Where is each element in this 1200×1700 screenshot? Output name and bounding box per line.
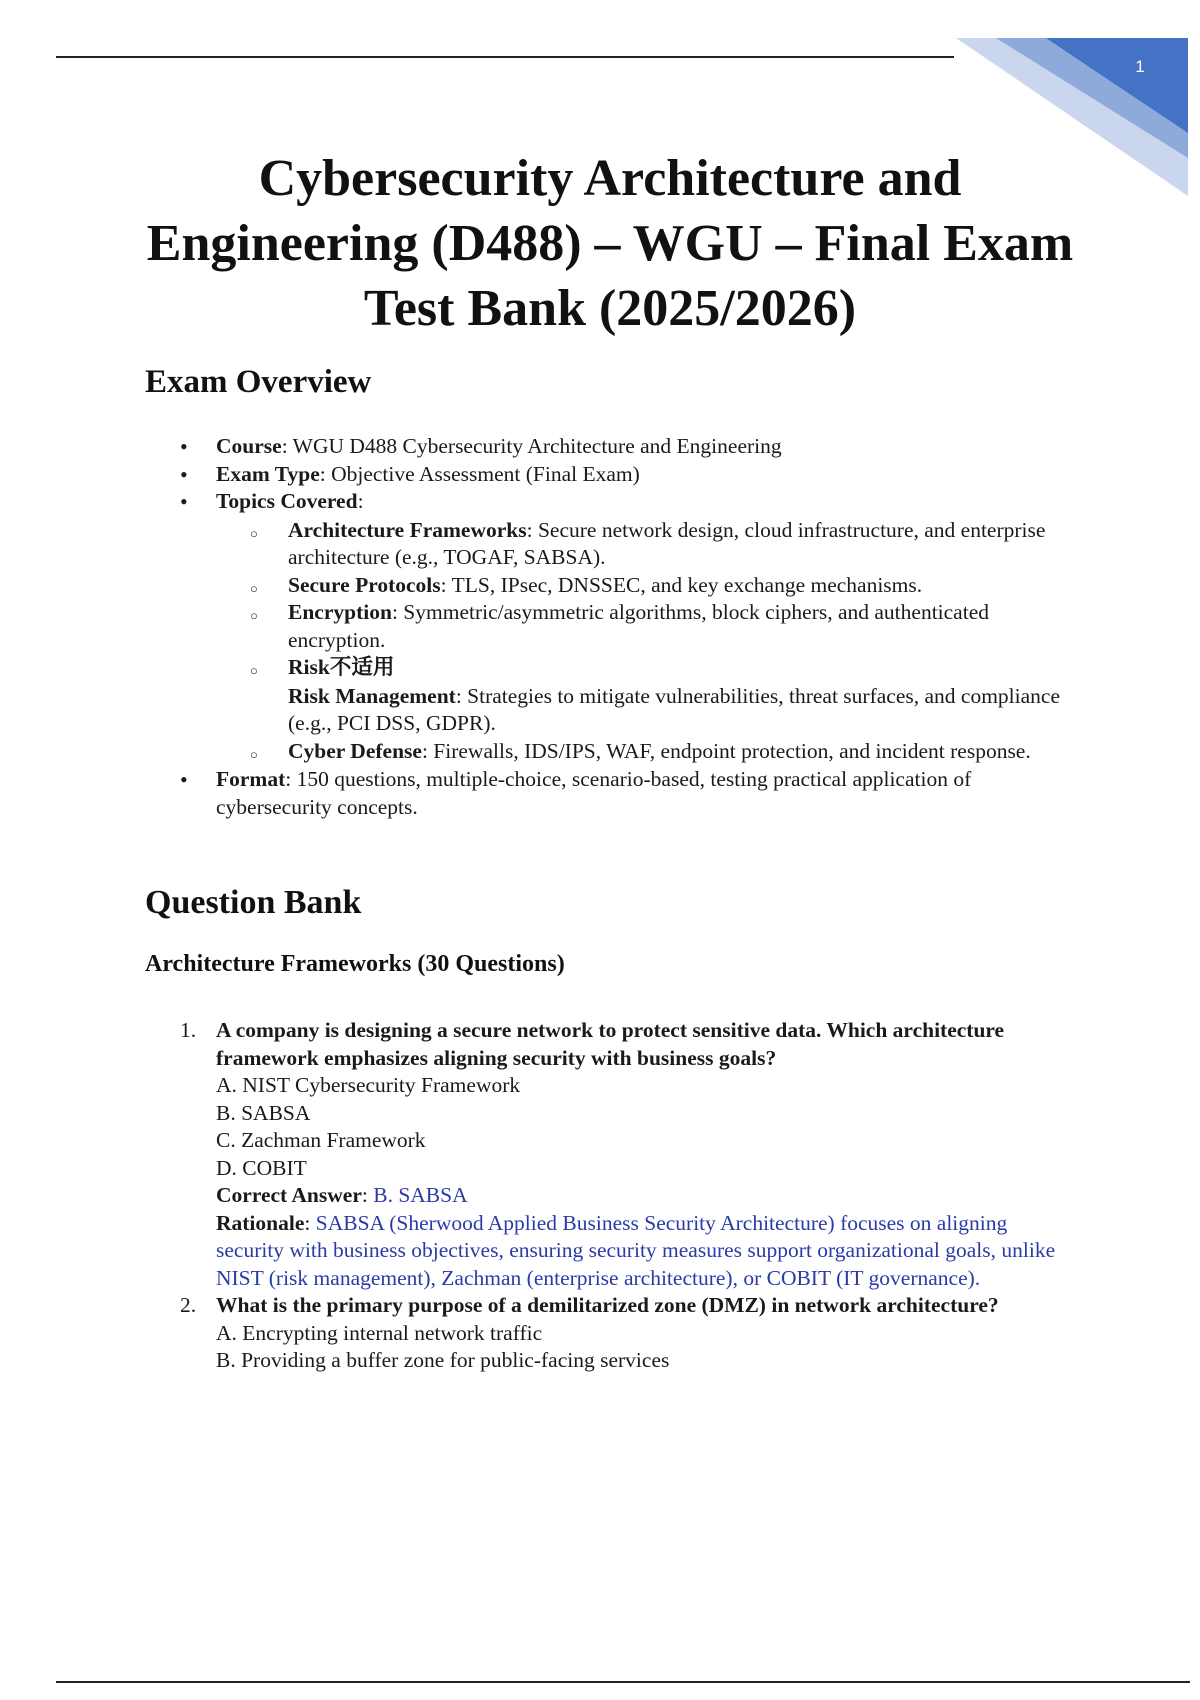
exam-overview-heading: Exam Overview: [145, 364, 372, 400]
section-heading: Architecture Frameworks (30 Questions): [145, 951, 565, 977]
answer-option: A. NIST Cybersecurity Framework: [216, 1073, 521, 1097]
question-list: [180, 1017, 1080, 1375]
question-bank-heading: Question Bank: [145, 884, 362, 921]
answer-option: B. Providing a buffer zone for public-facing services: [216, 1348, 670, 1372]
page-number: 1: [1135, 57, 1145, 76]
correct-answer: Correct Answer: B. SABSA: [216, 1183, 468, 1207]
answer-option: C. Zachman Framework: [216, 1128, 426, 1152]
overview-topics: • Topics Covered: ○ Architecture Frameworks: Secure network design, cloud infrastructure, and enterprise architecture (e.g., TOGAF, SABSA). ○ Secure Protocols: TLS, IPsec, DNSSEC, and key exchange mechanisms. ○ Encryption: Symmetric/asymmetric algorithms, block ciphers, and authenticated encryption. ○ Risk不适用 Risk Management: Strategies to mitigate vulnerabilities, threat surfaces, and compliance (e.g., PCI DSS, GDPR). ○ Cyber Defense: Firewalls, IDS/IPS, WAF, endpoint protection, and incident response.: [180, 488, 1080, 765]
topics-list: [216, 517, 1080, 766]
circle-bullet-icon: ○: [250, 608, 258, 623]
answer-option: A. Encrypting internal network traffic: [216, 1320, 543, 1345]
answer-option: B. SABSA: [216, 1100, 311, 1125]
topic-item: ○ Risk不适用 Risk Management: Strategies to mitigate vulnerabilities, threat surfaces, and compliance (e.g., PCI DSS, GDPR).: [250, 655, 1060, 735]
overview-course: • Course: WGU D488 Cybersecurity Architecture and Engineering: [180, 433, 1080, 461]
circle-bullet-icon: ○: [250, 663, 258, 678]
question-item: [180, 1292, 1080, 1375]
question-text: What is the primary purpose of a demilitarized zone (DMZ) in network architecture?: [216, 1293, 999, 1317]
circle-bullet-icon: ○: [250, 746, 258, 762]
question-number: 2.: [180, 1293, 197, 1317]
topic-item: ○ Cyber Defense: Firewalls, IDS/IPS, WAF, endpoint protection, and incident response.: [216, 738, 1080, 766]
circle-bullet-icon: ○: [250, 525, 258, 541]
question-item: [180, 1017, 1080, 1292]
overview-format: • Format: 150 questions, multiple-choice, scenario-based, testing practical application of cybersecurity concepts.: [180, 766, 1080, 821]
topic-item: ○ Encryption: Symmetric/asymmetric algorithms, block ciphers, and authenticated encryption.: [250, 600, 989, 652]
topic-item: ○ Secure Protocols: TLS, IPsec, DNSSEC, and key exchange mechanisms.: [216, 572, 1080, 600]
question-text: A company is designing a secure network to protect sensitive data. Which architecture framework emphasizes aligning security with business goals?: [216, 1018, 1005, 1070]
rationale: Rationale: SABSA (Sherwood Applied Business Security Architecture) focuses on aligning security with business objectives, ensuring security measures support organizational goals, unlike NIST (risk management), Zachman (enterprise architecture), or COBIT (IT governance).: [216, 1210, 1056, 1290]
page-title: Cybersecurity Architecture and Engineering (D488) – WGU – Final Exam Test Bank (2025/2026): [146, 150, 1074, 337]
question-number: 1.: [180, 1018, 197, 1042]
footer-rule: [56, 1681, 1190, 1683]
overview-exam-type: • Exam Type: Objective Assessment (Final Exam): [180, 461, 1080, 489]
circle-bullet-icon: ○: [250, 580, 258, 596]
answer-option: D. COBIT: [216, 1155, 307, 1180]
header-rule: [56, 56, 954, 58]
topic-item: ○ Architecture Frameworks: Secure network design, cloud infrastructure, and enterprise architecture (e.g., TOGAF, SABSA).: [250, 517, 1046, 569]
overview-list: [180, 433, 1080, 821]
